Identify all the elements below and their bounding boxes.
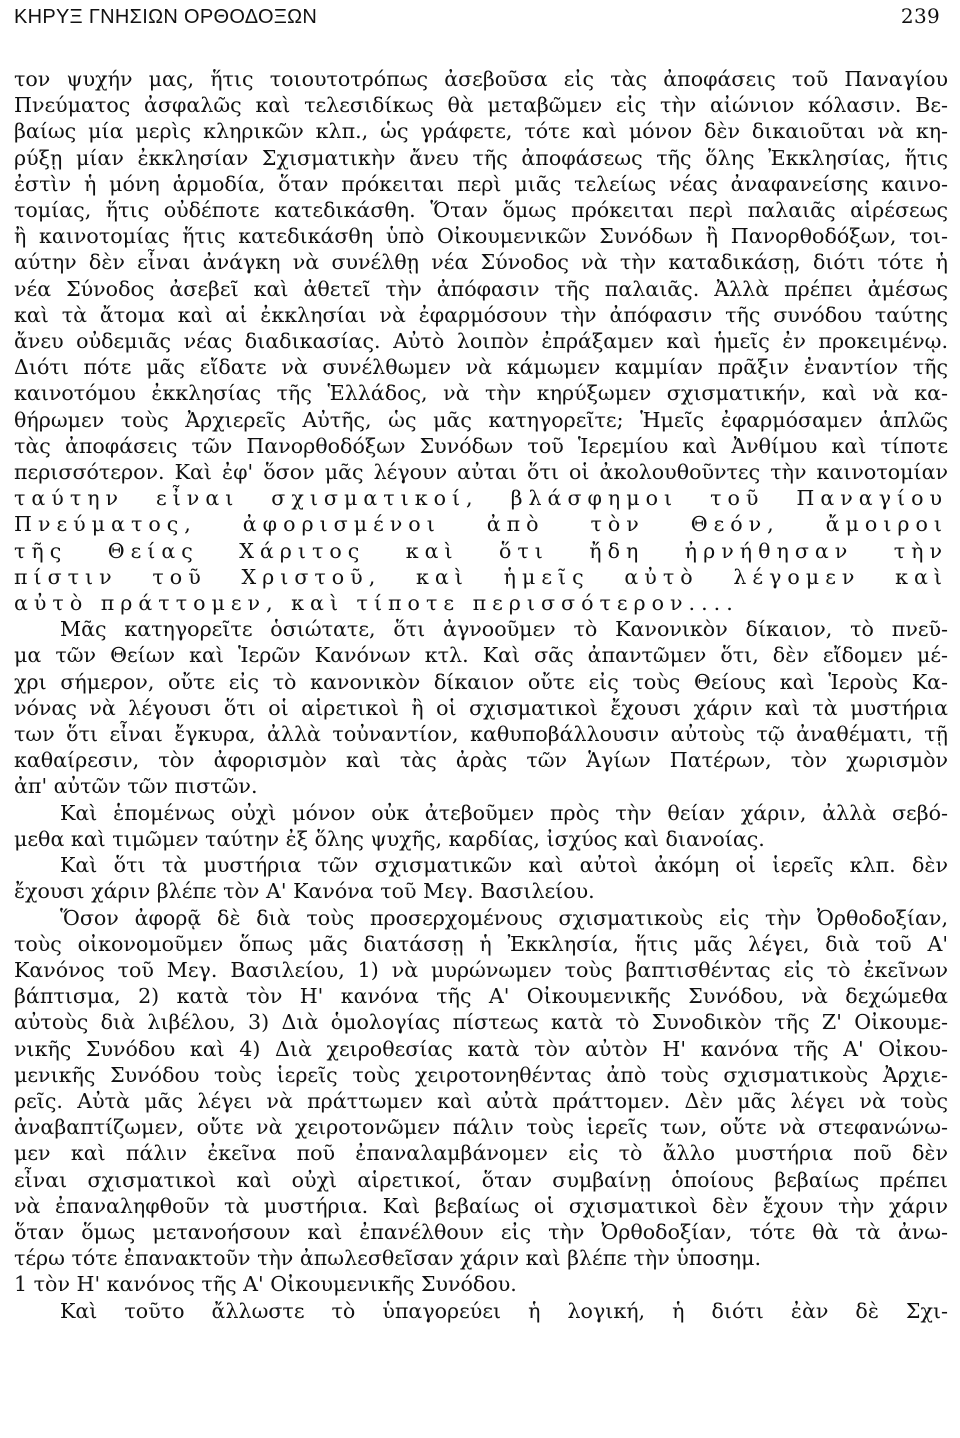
text-line: μενικῆς Συνόδου τοὺς ἱερεῖς τοὺς χειροτονηθέντας ἀπὸ τοὺς σχισματικοὺς Ἀρχιε- — [14, 1062, 948, 1087]
text-line: εἶναι σχισματικοὶ καὶ οὐχὶ αἱρετικοί, ὅταν συμβαίνῃ ὁποίους βεβαίως πρέπει — [14, 1167, 948, 1192]
text-line: μεν καὶ πάλιν ἐκεῖνα ποῦ ἐπαναλαμβάνομεν εἰς τὸ ἄλλο μυστήρια ποῦ δὲν — [14, 1141, 948, 1166]
text-line: τομίας, ἥτις οὐδέποτε κατεδικάσθη. Ὅταν ὅμως πρόκειται περὶ παλαιᾶς αἱρέσεως — [14, 198, 948, 223]
text-line: χρι σήμερον, οὔτε εἰς τὸ κανονικὸν δίκαιον οὔτε εἰς τοὺς Θείους καὶ Ἱεροὺς Κα- — [14, 669, 948, 694]
running-header — [14, 4, 948, 40]
text-line: αὐτοὺς διὰ λιβέλου, 3) Διὰ ὁμολογίας πίστεως κατὰ τὸ Συνοδικὸν τῆς Ζ' Οἰκουμε- — [14, 1010, 948, 1035]
text-line: νὰ ἐπαναληφθοῦν τὰ μυστήρια. Καὶ βεβαίως οἱ σχισματικοὶ δὲν ἔχουν τὴν χάριν — [14, 1193, 948, 1218]
text-line: τον ψυχήν μας, ἥτις τοιουτοτρόπως ἀσεβοῦσα εἰς τὰς ἀποφάσεις τοῦ Παναγίου — [14, 67, 948, 91]
text-line: Μᾶς κατηγορεῖτε ὁσιώτατε, ὅτι ἀγνοοῦμεν τὸ Κανονικὸν δίκαιον, τὸ πνεῦ- — [60, 617, 948, 642]
text-line: βάπτισμα, 2) κατὰ τὸν Η' κανόνα τῆς Α' Οἰκουμενικῆς Συνόδου, νὰ δεχώμεθα — [14, 984, 948, 1009]
text-line: μα τῶν Θείων καὶ Ἱερῶν Κανόνων κτλ. Καὶ σᾶς ἀπαντῶμεν ὅτι, δὲν εἴδομεν μέ- — [14, 643, 948, 668]
text-line: Καὶ ἑπομένως οὐχὶ μόνον οὐκ ἀτεβοῦμεν πρὸς τὴν θείαν χάριν, ἀλλὰ σεβό- — [60, 800, 948, 825]
body-text — [14, 66, 948, 1324]
text-line: ὅταν ὅμως μετανοήσουν καὶ ἐπανέλθουν εἰς τὴν Ὀρθοδοξίαν, τότε θὰ τὰ ἀνω- — [14, 1219, 948, 1244]
page-number: 239 — [900, 4, 940, 28]
text-line: τοὺς οἰκονομοῦμεν ὅπως μᾶς διατάσσῃ ἡ Ἐκκλησία, ἥτις μᾶς λέγει, διὰ τοῦ Α' — [14, 931, 948, 956]
text-line: αὐτὸ πράττομεν, καὶ τίποτε περισσότερον.... — [14, 591, 739, 616]
text-line: καὶ τὰ ἄτομα καὶ αἱ ἐκκλησίαι νὰ ἐφαρμόσουν τὴν ἀπόφασιν τῆς συνόδου ταύτης — [14, 302, 948, 327]
text-line: νικῆς Συνόδου καὶ 4) Διὰ χειροθεσίας κατὰ τὸν αὐτὸν Η' κανόνα τῆς Α' Οἰκου- — [14, 1036, 948, 1061]
running-title: ΚΗΡΥΞ ΓΝΗΣΙΩΝ ΟΡΘΟΔΟΞΩΝ — [14, 6, 318, 28]
text-line: ἄνευ οὐδεμιᾶς νέας διαδικασίας. Αὐτὸ λοιπὸν ἐπράξαμεν καὶ ἡμεῖς ἐν προκειμένῳ. — [14, 329, 948, 354]
text-line: περισσότερον. Καὶ ἐφ' ὅσον μᾶς λέγουν αὐται ὅτι οἱ ἀκολουθοῦντες τὴν καινοτομίαν — [14, 460, 948, 485]
text-line: Καὶ τοῦτο ἄλλωστε τὸ ὑπαγορεύει ἡ λογική, ἡ διότι ἐὰν δὲ Σχι- — [60, 1298, 948, 1323]
text-line: τὰς ἀποφάσεις τῶν Πανορθοδόξων Συνόδων τοῦ Ἱερεμίου καὶ Ἀνθίμου καὶ τίποτε — [14, 433, 948, 458]
text-line: ἢ καινοτομίας ἥτις κατεδικάσθη ὑπὸ Οἰκουμενικῶν Συνόδων ἢ Πανορθοδόξων, τοι- — [14, 224, 948, 249]
text-line: ρεῖς. Αὐτὰ μᾶς λέγει νὰ πράττωμεν καὶ αὐτὰ πράττομεν. Δὲν μᾶς λέγει νὰ τοὺς — [14, 1088, 948, 1113]
text-line: ταύτην εἶναι σχισματικοί, βλάσφημοι τοῦ Παναγίου — [14, 486, 948, 511]
text-line: νέα Σύνοδος ἀσεβεῖ καὶ ἀθετεῖ τὴν ἀπόφασιν τῆς παλαιᾶς. Ἀλλὰ πρέπει ἀμέσως — [14, 276, 948, 301]
text-line: ρύξῃ μίαν ἐκκλησίαν Σχισματικὴν ἄνευ τῆς ἀποφάσεως τῆς ὅλης Ἐκκλησίας, ἥτις — [14, 145, 948, 170]
text-line: Πνεύματος, ἀφορισμένοι ἀπὸ τὸν Θεόν, ἄμοιροι — [14, 512, 948, 537]
text-line: τῆς Θείας Χάριτος καὶ ὅτι ἤδη ἠρνήθησαν τὴν — [14, 538, 948, 563]
text-line: Καὶ ὅτι τὰ μυστήρια τῶν σχισματικῶν καὶ αὐτοὶ ἀκόμη οἱ ἱερεῖς κλπ. δὲν — [60, 853, 948, 878]
text-line: ἐστὶν ἡ μόνη ἁρμοδία, ὅταν πρόκειται περὶ μιᾶς τελείως νέας ἀναφανείσης καινο- — [14, 171, 948, 196]
text-line: πίστιν τοῦ Χριστοῦ, καὶ ἡμεῖς αὐτὸ λέγομεν καὶ — [14, 564, 948, 589]
text-line: ἀπ' αὐτῶν τῶν πιστῶν. — [14, 774, 258, 799]
text-line: τέρω τότε ἐπανακτοῦν τὴν ἀπωλεσθεῖσαν χάριν καὶ βλέπε τὴν ὑποσημ. — [14, 1246, 762, 1271]
text-line: Πνεύματος ἀσφαλῶς καὶ τελεσιδίκως θὰ μεταβῶμεν εἰς τὴν αἰώνιον κόλασιν. Βε- — [14, 93, 948, 118]
text-line: καινοτόμου ἐκκλησίας τῆς Ἑλλάδος, νὰ τὴν κηρύξωμεν σχισματικήν, καὶ νὰ κα- — [14, 381, 948, 406]
text-line: Κανόνος τοῦ Μεγ. Βασιλείου, 1) νὰ μυρώνωμεν τοὺς βαπτισθέντας εἰς τὸ ἐκεῖνων — [14, 957, 948, 982]
text-line: βαίως μία μερὶς κληρικῶν κλπ., ὡς γράφετε, τότε καὶ μόνον δὲν δικαιοῦται νὰ κη- — [14, 119, 948, 144]
text-line: νόνας νὰ λέγουσι ὅτι οἱ αἱρετικοὶ ἢ οἱ σχισματικοὶ ἔχουσι χάριν καὶ τὰ μυστήρια — [14, 695, 948, 720]
text-line: των ὅτι εἶναι ἔγκυρα, ἀλλὰ τοὐναντίον, καθυποβάλλουσιν αὐτοὺς τῷ ἀναθέματι, τῇ — [14, 722, 948, 747]
text-line: μεθα καὶ τιμῶμεν ταύτην ἐξ ὅλης ψυχῆς, καρδίας, ἰσχύος καὶ διανοίας. — [14, 826, 765, 851]
text-line: Ὅσον ἀφορᾷ δὲ διὰ τοὺς προσερχομένους σχισματικοὺς εἰς τὴν Ὀρθοδοξίαν, — [60, 905, 948, 930]
text-line: καθαίρεσιν, τὸν ἀφορισμὸν καὶ τὰς ἀρὰς τῶν Ἁγίων Πατέρων, τὸν χωρισμὸν — [14, 748, 948, 773]
text-line: αύτην δὲν εἶναι ἀνάγκη νὰ συνέλθῃ νέα Σύνοδος νὰ τὴν καταδικάσῃ, διότι τότε ἡ — [14, 250, 948, 275]
text-line: 1 τὸν Η' κανόνος τῆς Α' Οἰκουμενικῆς Συνόδου. — [14, 1272, 517, 1297]
text-line: ἔχουσι χάριν βλέπε τὸν Α' Κανόνα τοῦ Μεγ. Βασιλείου. — [14, 879, 595, 904]
text-line: ἀναβαπτίζωμεν, οὔτε νὰ χειροτονῶμεν πάλιν τοὺς ἱερεῖς των, οὔτε νὰ στεφανώνω- — [14, 1115, 948, 1140]
text-line: Διότι πότε μᾶς εἴδατε νὰ συνέλθωμεν νὰ κάμωμεν καμμίαν πρᾶξιν ἐναντίον τῆς — [14, 355, 948, 380]
text-line: θήρωμεν τοὺς Ἀρχιερεῖς Αὐτῆς, ὡς μᾶς κατηγορεῖτε; Ἡμεῖς ἐφαρμόσαμεν ἁπλῶς — [14, 407, 948, 432]
